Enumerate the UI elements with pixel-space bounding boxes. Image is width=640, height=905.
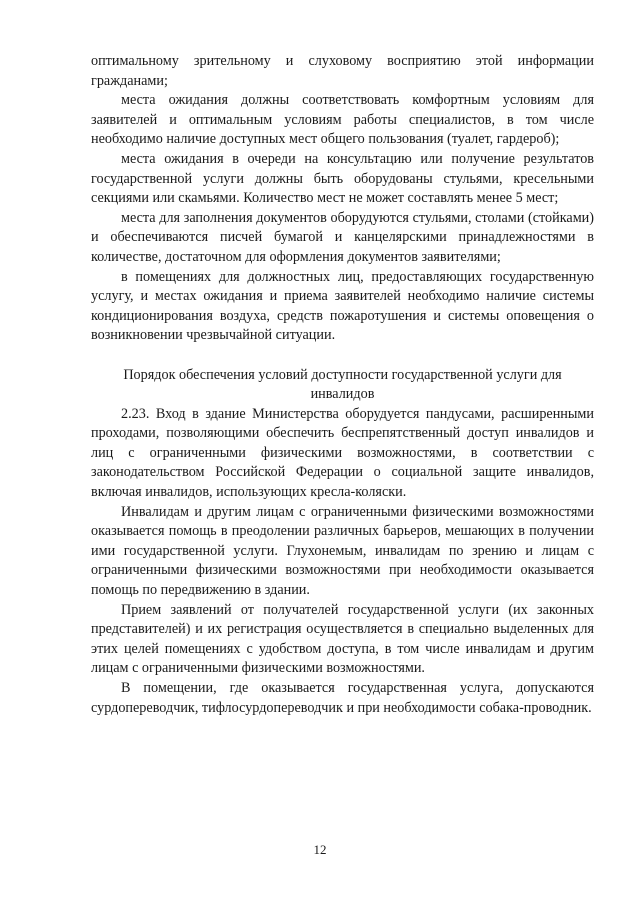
page-number: 12 (313, 842, 327, 857)
paragraph: В помещении, где оказывается государственная услуга, допускаются сурдопереводчик, тифлосурдопереводчик и при необходимости собака-проводник. (91, 680, 594, 716)
paragraph: 2.23. Вход в здание Министерства оборудуется пандусами, расширенными проходами, позволяющими обеспечить беспрепятственный доступ инвалидов и лиц с ограниченными физическими возможностями, в соответствии с законодательством Российской Федерации о социальной защите инвалидов, включая инвалидов, использующих кресла-коляски. (91, 405, 594, 501)
paragraph: оптимальному зрительному и слуховому восприятию этой информации гражданами; (91, 53, 594, 89)
paragraph: Прием заявлений от получателей государственной услуги (их законных представителей) и их регистрация осуществляется в специально выделенных для этих целей помещениях с удобством доступа, в том числе инвалидам и другим лицам с ограниченными физическими возможностями. (91, 601, 594, 677)
paragraph: места ожидания в очереди на консультацию или получение результатов государственной услуги должны быть оборудованы стульями, кресельными секциями или скамьями. Количество мест не может составлять менее 5 мест; (91, 150, 594, 207)
paragraph: в помещениях для должностных лиц, предоставляющих государственную услугу, и местах ожидания и приема заявителей необходимо наличие системы кондиционирования воздуха, средств пожаротушения и системы оповещения о возникновении чрезвычайной ситуации. (91, 268, 594, 344)
paragraph: Инвалидам и другим лицам с ограниченными физическими возможностями оказывается помощь в преодолении различных барьеров, мешающих в получении ими государственной услуги. Глухонемым, инвалидам по зрению и лицам с ограниченными физическими возможностями при необходимости оказывается помощь по передвижению в здании. (91, 503, 594, 599)
section-spacer (91, 346, 594, 366)
paragraph: места ожидания должны соответствовать комфортным условиям для заявителей и оптимальным условиям работы специалистов, в том числе необходимо наличие доступных мест общего пользования (туалет, гардероб); (91, 92, 594, 148)
section-heading: Порядок обеспечения условий доступности государственной услуги для инвалидов (123, 366, 562, 403)
paragraph: места для заполнения документов оборудуются стульями, столами (стойками) и обеспечиваются писчей бумагой и канцелярскими принадлежностями в количестве, достаточном для оформления документов заявителями; (91, 209, 594, 265)
document-body (91, 52, 594, 718)
